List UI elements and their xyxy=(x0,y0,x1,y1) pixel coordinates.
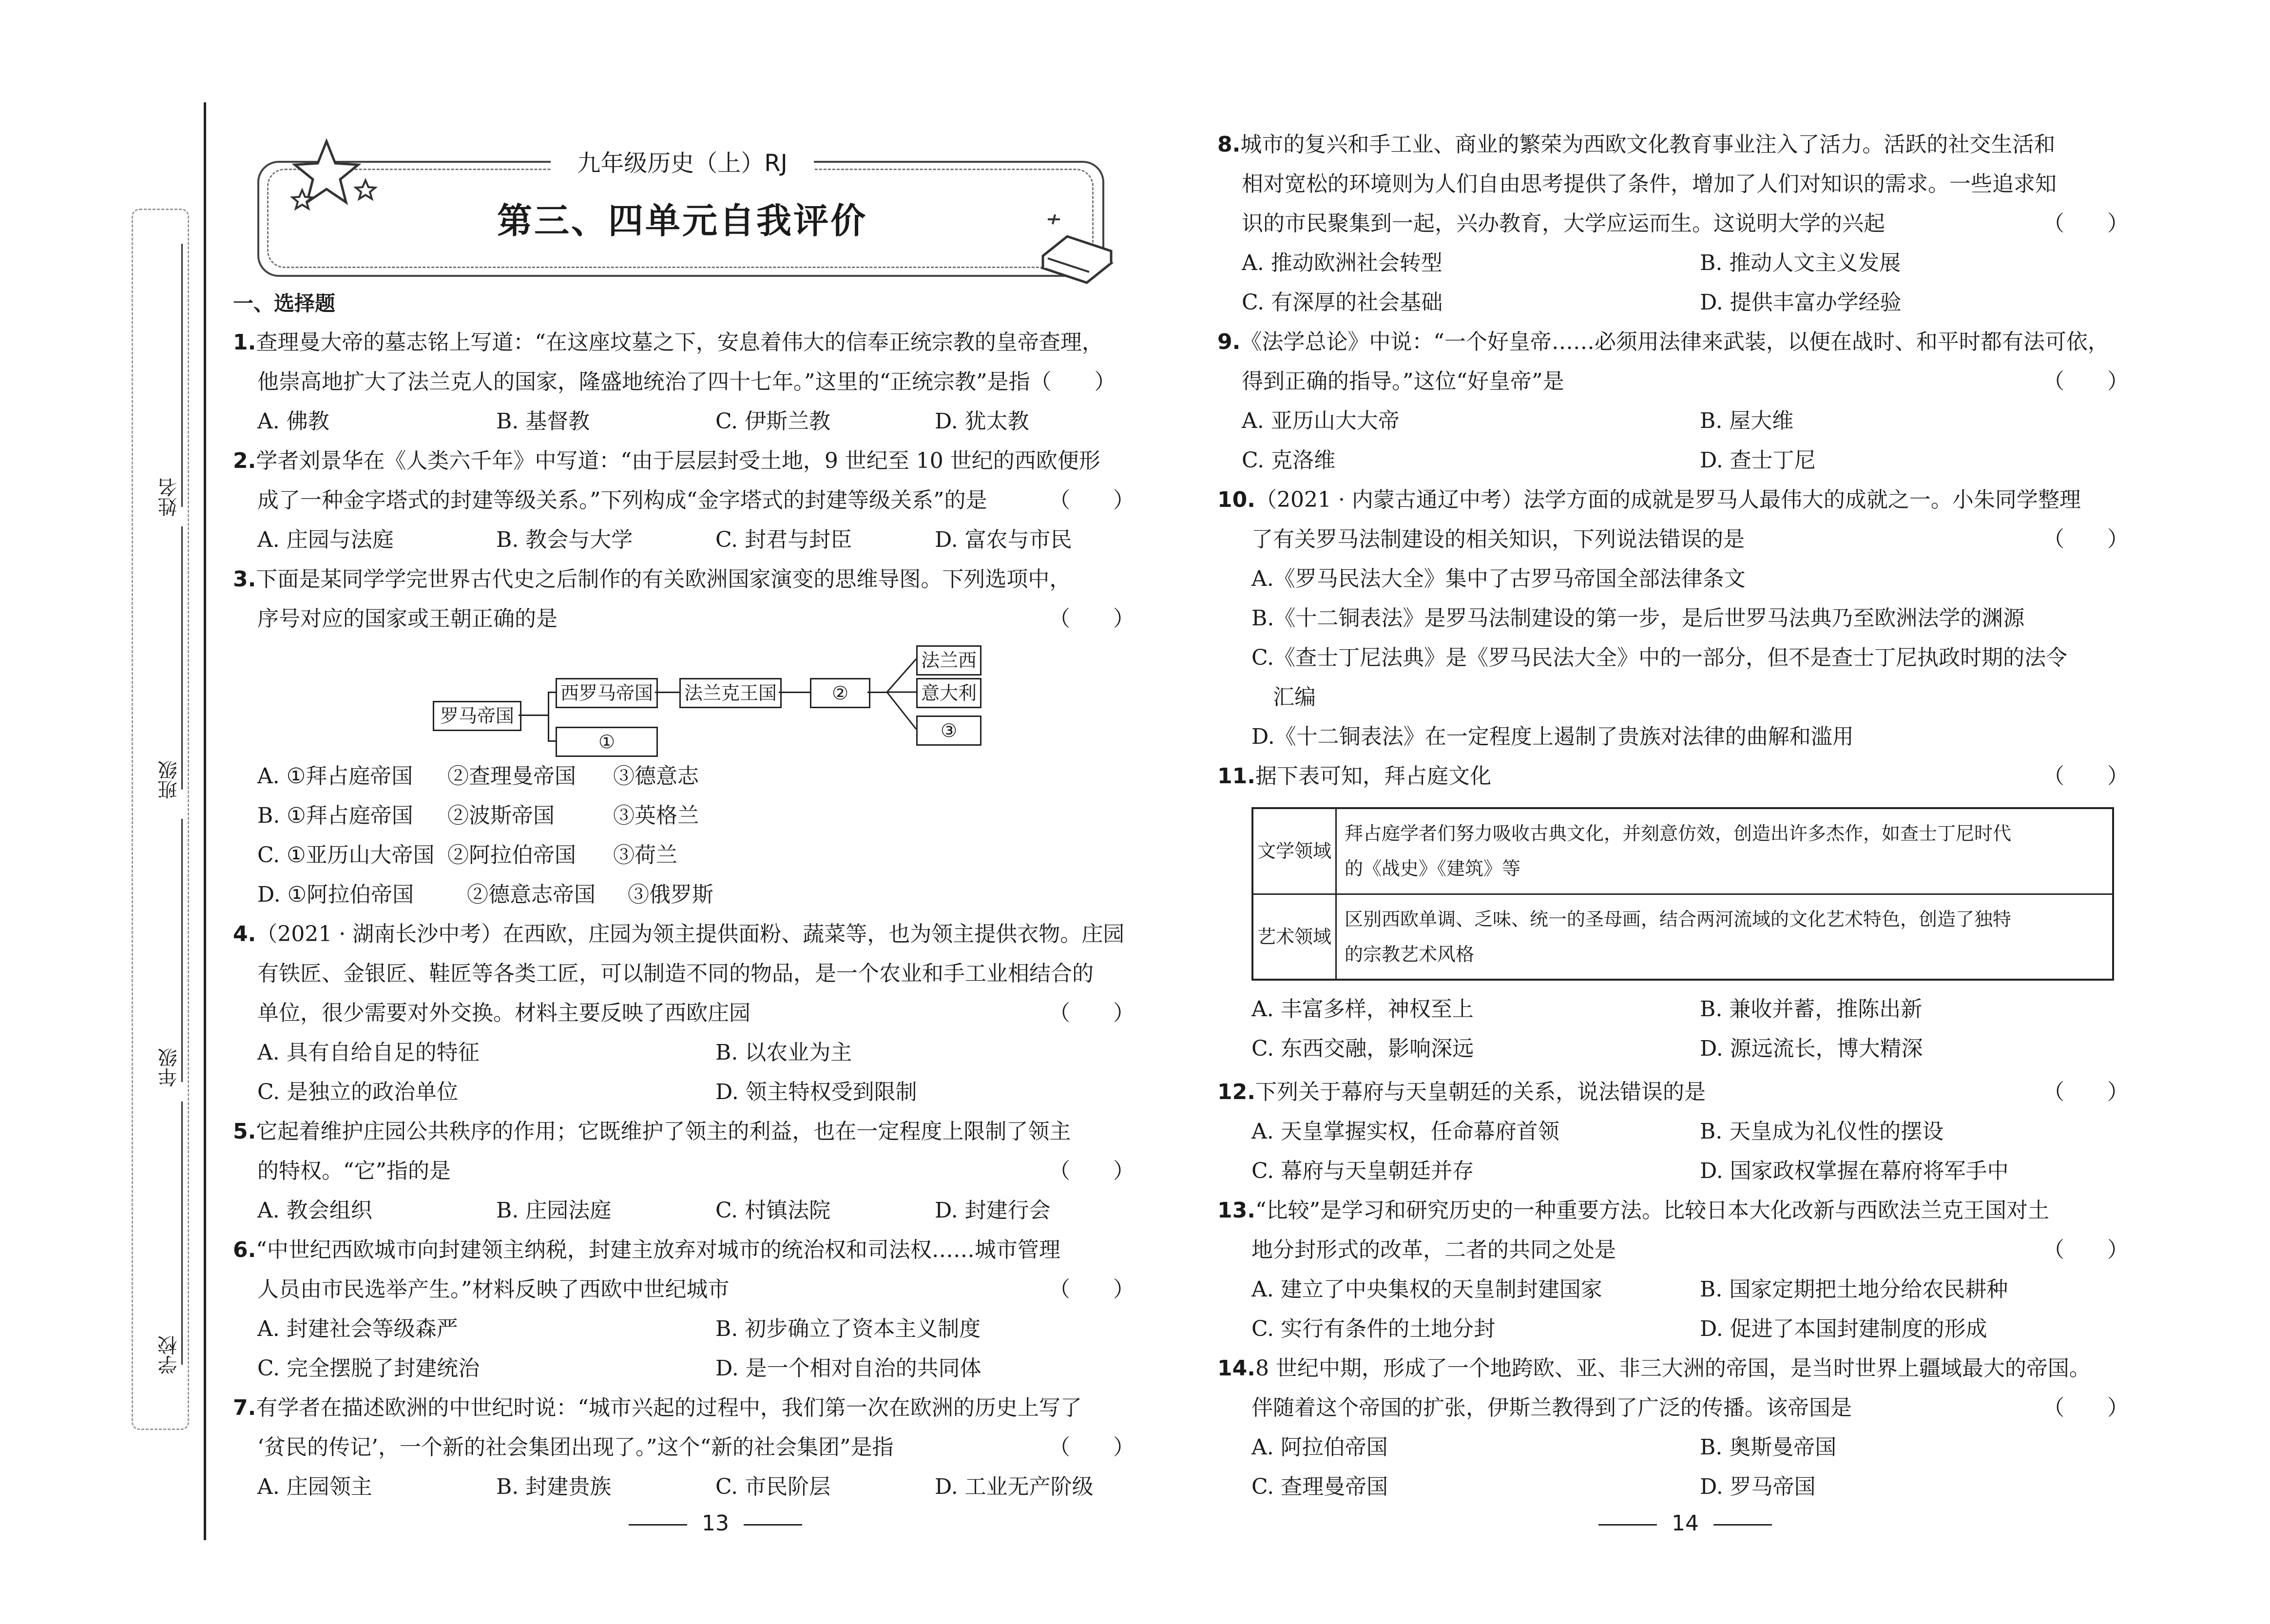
question-12 xyxy=(1217,1072,2134,1191)
option-d[interactable]: D. 工业无产阶级 xyxy=(935,1474,1094,1499)
question-number: 14. xyxy=(1217,1356,1255,1381)
table-header-art: 艺术领域 xyxy=(1252,894,1336,980)
question-text: 城市的复兴和手工业、商业的繁荣为西欧文化教育事业注入了活力。活跃的社交生活和 xyxy=(1240,132,2056,157)
answer-paren[interactable]: （ ） xyxy=(2043,1080,2129,1104)
option-c[interactable]: C. 伊斯兰教 xyxy=(715,409,831,434)
connector xyxy=(867,692,887,693)
option-a[interactable]: A. 封建社会等级森严 xyxy=(257,1316,458,1341)
answer-paren[interactable]: （ ） xyxy=(2043,369,2129,394)
question-text: 人员由市民选举产生。”材料反映了西欧中世纪城市 xyxy=(257,1277,730,1302)
margin-rule xyxy=(204,102,206,1540)
name-line xyxy=(181,244,183,507)
question-4 xyxy=(233,914,1139,1112)
option-a[interactable]: A. 推动欧洲社会转型 xyxy=(1242,251,1443,275)
question-text: 学者刘景华在《人类六千年》中写道：“由于层层封受土地，9 世纪至 10 世纪的西欧便形 xyxy=(256,448,1100,473)
subtitle: 九年级历史（上）RJ xyxy=(551,144,814,178)
question-3 xyxy=(233,560,1139,638)
option-d[interactable]: D. 富农与市民 xyxy=(935,527,1072,552)
option-c[interactable]: C. 有深厚的社会基础 xyxy=(1242,290,1443,315)
option-a[interactable]: A. 天皇掌握实权，任命幕府首领 xyxy=(1251,1119,1559,1144)
option-b[interactable]: B. 庄园法庭 xyxy=(496,1198,612,1223)
grade-label: 年级 xyxy=(158,1048,180,1087)
option-b[interactable]: B. 屋大维 xyxy=(1700,408,1794,433)
byzantine-culture-table xyxy=(1251,807,2114,981)
question-number: 13. xyxy=(1217,1198,1255,1223)
node-blank-1: ① xyxy=(556,727,658,757)
question-text: 成了一种金字塔式的封建等级关系。”下列构成“金字塔式的封建等级关系”的是 xyxy=(257,488,987,513)
question-number: 11. xyxy=(1217,764,1255,789)
question-8 xyxy=(1217,125,2134,322)
option-b[interactable]: B.《十二铜表法》是罗马法制建设的第一步，是后世罗马法典乃至欧洲法学的渊源 xyxy=(1251,606,2025,631)
question-number: 7. xyxy=(233,1395,256,1420)
binding-strip xyxy=(132,209,189,1430)
question-text: 有学者在描述欧洲的中世纪时说：“城市兴起的过程中，我们第一次在欧洲的历史上写了 xyxy=(256,1395,1082,1420)
table-cell xyxy=(1336,894,2114,980)
question-2 xyxy=(233,441,1139,560)
option-c[interactable]: C. ①亚历山大帝国 xyxy=(257,843,435,868)
option-c[interactable]: C. 封君与封臣 xyxy=(715,527,852,552)
node-west-roman: 西罗马帝国 xyxy=(556,678,658,708)
option-b[interactable]: B. 国家定期把土地分给农民耕种 xyxy=(1700,1277,2008,1302)
question-text: 识的市民聚集到一起，兴办教育，大学应运而生。这说明大学的兴起 xyxy=(1242,211,1885,236)
school-label: 学校 xyxy=(158,1335,180,1374)
question-number: 5. xyxy=(233,1119,256,1144)
table-header-literature: 文学领域 xyxy=(1252,808,1336,894)
question-text: 序号对应的国家或王朝正确的是 xyxy=(257,606,558,631)
option-d[interactable]: D.《十二铜表法》在一定程度上遏制了贵族对法律的曲解和滥用 xyxy=(1251,724,1854,749)
answer-paren[interactable]: （ ） xyxy=(1049,1159,1135,1183)
star-icon xyxy=(288,136,385,224)
table-row xyxy=(1252,894,2113,980)
answer-paren[interactable]: （ ） xyxy=(2043,764,2129,789)
question-text: 下列关于幕府与天皇朝廷的关系，说法错误的是 xyxy=(1255,1080,1706,1104)
question-text: 他崇高地扩大了法兰克人的国家，隆盛地统治了四十七年。”这里的“正统宗教”是指 xyxy=(257,369,1030,394)
option-b[interactable]: B. 初步确立了资本主义制度 xyxy=(715,1316,981,1341)
option-c-2: ②阿拉伯帝国 xyxy=(447,843,576,868)
question-6 xyxy=(233,1230,1139,1388)
option-d[interactable]: D. 领主特权受到限制 xyxy=(715,1080,917,1104)
option-b[interactable]: B. 基督教 xyxy=(496,409,590,434)
option-c[interactable]: C. 实行有条件的土地分封 xyxy=(1251,1316,1496,1341)
question-number: 8. xyxy=(1217,132,1241,157)
option-b[interactable]: B. 以农业为主 xyxy=(715,1040,852,1065)
question-number: 12. xyxy=(1217,1080,1255,1104)
connector xyxy=(519,715,548,716)
question-text: 8 世纪中期，形成了一个地跨欧、亚、非三大洲的帝国，是当时世界上疆域最大的帝国。 xyxy=(1255,1356,2091,1381)
question-13 xyxy=(1217,1191,2134,1349)
question-text: （2021 · 内蒙古通辽中考）法学方面的成就是罗马人最伟大的成就之一。小朱同学整理 xyxy=(1255,487,2081,512)
option-c-cont: 汇编 xyxy=(1251,685,1316,710)
class-line xyxy=(181,526,183,790)
node-blank-2: ② xyxy=(810,678,870,708)
page-number-text: 13 xyxy=(702,1511,729,1536)
option-a[interactable]: A. ①拜占庭帝国 xyxy=(257,764,413,789)
class-label: 班级 xyxy=(158,760,180,799)
answer-paren[interactable]: （ ） xyxy=(1030,369,1116,394)
option-b[interactable]: B. 兼收并蓄，推陈出新 xyxy=(1700,997,1923,1022)
option-c[interactable]: C. 东西交融，影响深远 xyxy=(1251,1036,1474,1061)
option-c[interactable]: C. 是独立的政治单位 xyxy=(257,1080,459,1104)
option-b-2: ②波斯帝国 xyxy=(447,803,555,828)
question-3-options xyxy=(233,756,1139,914)
option-a-3: ③德意志 xyxy=(613,764,699,789)
page-number-left xyxy=(614,1511,817,1536)
name-label: 姓名 xyxy=(158,478,180,517)
option-c[interactable]: C. 幕府与天皇朝廷并存 xyxy=(1251,1159,1474,1183)
option-d-3: ③俄罗斯 xyxy=(628,882,713,907)
question-text: 它起着维护庄园公共秩序的作用；它既维护了领主的利益，也在一定程度上限制了领主 xyxy=(256,1119,1071,1144)
table-cell-line: 的《战史》《建筑》等 xyxy=(1345,858,1521,880)
option-d[interactable]: D. 封建行会 xyxy=(935,1198,1051,1223)
option-b[interactable]: B. 天皇成为礼仪性的摆设 xyxy=(1700,1119,1944,1144)
option-c[interactable]: C.《查士丁尼法典》是《罗马民法大全》中的一部分，但不是查士丁尼执政时期的法令 xyxy=(1251,645,2068,670)
option-c[interactable]: C. 克洛维 xyxy=(1242,448,1336,473)
question-7 xyxy=(233,1388,1139,1507)
connector xyxy=(548,740,556,742)
question-9 xyxy=(1217,322,2134,480)
grade-line xyxy=(181,819,183,1082)
page-number-text: 14 xyxy=(1672,1511,1699,1536)
answer-paren[interactable]: （ ） xyxy=(2043,1395,2129,1420)
school-line xyxy=(181,1102,183,1365)
option-d-2: ②德意志帝国 xyxy=(467,882,596,907)
section-heading: 一、选择题 xyxy=(233,291,336,315)
option-c[interactable]: C. 村镇法院 xyxy=(715,1198,831,1223)
question-5 xyxy=(233,1112,1139,1230)
question-number: 10. xyxy=(1217,487,1255,512)
option-d[interactable]: D. 罗马帝国 xyxy=(1700,1474,1816,1499)
table-cell-line: 拜占庭学者们努力吸收古典文化，并刻意仿效，创造出许多杰作，如查士丁尼时代 xyxy=(1345,823,2012,845)
question-text: 伴随着这个帝国的扩张，伊斯兰教得到了广泛的传播。该帝国是 xyxy=(1251,1395,1852,1420)
option-a[interactable]: A. 庄园领主 xyxy=(257,1474,372,1499)
question-number: 6. xyxy=(233,1237,256,1262)
option-b[interactable]: B. 封建贵族 xyxy=(496,1474,612,1499)
question-text: 有铁匠、金银匠、鞋匠等各类工匠，可以制造不同的物品，是一个农业和手工业相结合的 xyxy=(257,961,1094,986)
option-c[interactable]: C. 完全摆脱了封建统治 xyxy=(257,1356,480,1381)
answer-paren[interactable]: （ ） xyxy=(2043,527,2129,552)
question-number: 4. xyxy=(233,922,256,947)
question-number: 9. xyxy=(1217,329,1241,354)
option-a[interactable]: A. 教会组织 xyxy=(257,1198,372,1223)
option-a-2: ②查理曼帝国 xyxy=(447,764,576,789)
option-c-3: ③荷兰 xyxy=(613,843,677,868)
option-d[interactable]: D. 查士丁尼 xyxy=(1700,448,1816,473)
option-a[interactable]: A. 阿拉伯帝国 xyxy=(1251,1435,1388,1460)
arrow xyxy=(655,692,679,693)
option-a[interactable]: A. 建立了中央集权的天皇制封建国家 xyxy=(1251,1277,1602,1302)
option-b[interactable]: B. 推动人文主义发展 xyxy=(1700,251,1901,275)
table-row xyxy=(1252,808,2113,894)
page-title: 第三、四单元自我评价 xyxy=(497,200,867,241)
question-1 xyxy=(233,323,1139,441)
question-number: 3. xyxy=(233,567,256,592)
option-d[interactable]: D. 源远流长，博大精深 xyxy=(1700,1036,1923,1061)
question-11-options xyxy=(1217,989,2134,1068)
page-number-right xyxy=(1584,1511,1787,1536)
connector xyxy=(548,692,556,693)
answer-paren[interactable]: （ ） xyxy=(2043,1237,2129,1262)
node-italy: 意大利 xyxy=(916,678,981,708)
option-b[interactable]: B. 教会与大学 xyxy=(496,527,633,552)
option-a[interactable]: A. 丰富多样，神权至上 xyxy=(1251,997,1474,1022)
answer-paren[interactable]: （ ） xyxy=(2043,211,2129,236)
node-frankish: 法兰克王国 xyxy=(679,678,782,708)
node-roman-empire: 罗马帝国 xyxy=(433,701,521,731)
option-d[interactable]: D. 促进了本国封建制度的形成 xyxy=(1700,1316,1987,1341)
table-cell-line: 的宗教艺术风格 xyxy=(1345,943,1475,965)
answer-paren[interactable]: （ ） xyxy=(1049,488,1135,513)
option-a[interactable]: A. 具有自给自足的特征 xyxy=(257,1040,480,1065)
option-d[interactable]: D. 是一个相对自治的共同体 xyxy=(715,1356,981,1381)
question-text: “中世纪西欧城市向封建领主纳税，封建主放弃对城市的统治权和司法权……城市管理 xyxy=(256,1237,1060,1262)
table-cell-line: 区别西欧单调、乏味、统一的圣母画，结合两河流域的文化艺术特色，创造了独特 xyxy=(1345,908,2012,930)
question-text: 地分封形式的改革，二者的共同之处是 xyxy=(1251,1237,1616,1262)
connector xyxy=(548,692,549,741)
option-b[interactable]: B. ①拜占庭帝国 xyxy=(257,803,413,828)
question-10 xyxy=(1217,480,2134,756)
question-text: 《法学总论》中说：“一个好皇帝……必须用法律来武装，以便在战时、和平时都有法可依， xyxy=(1240,329,2109,354)
question-number: 1. xyxy=(233,330,256,355)
option-c[interactable]: C. 市民阶层 xyxy=(715,1474,831,1499)
question-number: 2. xyxy=(233,448,256,473)
question-text: “比较”是学习和研究历史的一种重要方法。比较日本大化改新与西欧法兰克王国对土 xyxy=(1255,1198,2049,1223)
answer-paren[interactable]: （ ） xyxy=(1049,1435,1135,1460)
question-text: （2021 · 湖南长沙中考）在西欧，庄园为领主提供面粉、蔬菜等，也为领主提供衣物。庄园 xyxy=(256,922,1125,947)
option-d[interactable]: D. 提供丰富办学经验 xyxy=(1700,290,1902,315)
option-d[interactable]: D. ①阿拉伯帝国 xyxy=(257,882,414,907)
node-blank-3: ③ xyxy=(916,715,981,746)
option-d[interactable]: D. 国家政权掌握在幕府将军手中 xyxy=(1700,1159,2009,1183)
answer-paren[interactable]: （ ） xyxy=(1049,1277,1135,1302)
branch-lines xyxy=(886,653,917,736)
question-text: 了有关罗马法制建设的相关知识，下列说法错误的是 xyxy=(1251,527,1745,552)
book-icon xyxy=(1033,210,1116,288)
arrow xyxy=(779,692,810,693)
answer-paren[interactable]: （ ） xyxy=(1049,606,1135,631)
option-a[interactable]: A. 庄园与法庭 xyxy=(257,527,394,552)
question-text: 单位，很少需要对外交换。材料主要反映了西欧庄园 xyxy=(257,1001,750,1025)
option-a[interactable]: A. 亚历山大大帝 xyxy=(1242,408,1400,433)
question-text: 得到正确的指导。”这位“好皇帝”是 xyxy=(1242,369,1564,394)
question-text: ‘贫民的传记’，一个新的社会集团出现了。”这个“新的社会集团”是指 xyxy=(257,1435,894,1460)
option-c[interactable]: C. 查理曼帝国 xyxy=(1251,1474,1388,1499)
option-a[interactable]: A. 佛教 xyxy=(257,409,329,434)
node-france: 法兰西 xyxy=(916,645,981,676)
question-text: 据下表可知，拜占庭文化 xyxy=(1255,764,1491,789)
question-14 xyxy=(1217,1349,2134,1507)
option-a[interactable]: A.《罗马民法大全》集中了古罗马帝国全部法律条文 xyxy=(1251,566,1746,591)
table-cell xyxy=(1336,808,2114,894)
option-d[interactable]: D. 犹太教 xyxy=(935,409,1029,434)
question-text: 的特权。“它”指的是 xyxy=(257,1159,451,1183)
question-text: 下面是某同学学完世界古代史之后制作的有关欧洲国家演变的思维导图。下列选项中， xyxy=(256,567,1071,592)
question-text: 相对宽松的环境则为人们自由思考提供了条件，增加了人们对知识的需求。一些追求知 xyxy=(1242,172,2057,196)
option-b[interactable]: B. 奥斯曼帝国 xyxy=(1700,1435,1837,1460)
question-11 xyxy=(1217,756,2134,796)
option-b-3: ③英格兰 xyxy=(613,803,699,828)
question-text: 查理曼大帝的墓志铭上写道：“在这座坟墓之下，安息着伟大的信奉正统宗教的皇帝查理， xyxy=(256,330,1103,355)
answer-paren[interactable]: （ ） xyxy=(1049,1001,1135,1025)
